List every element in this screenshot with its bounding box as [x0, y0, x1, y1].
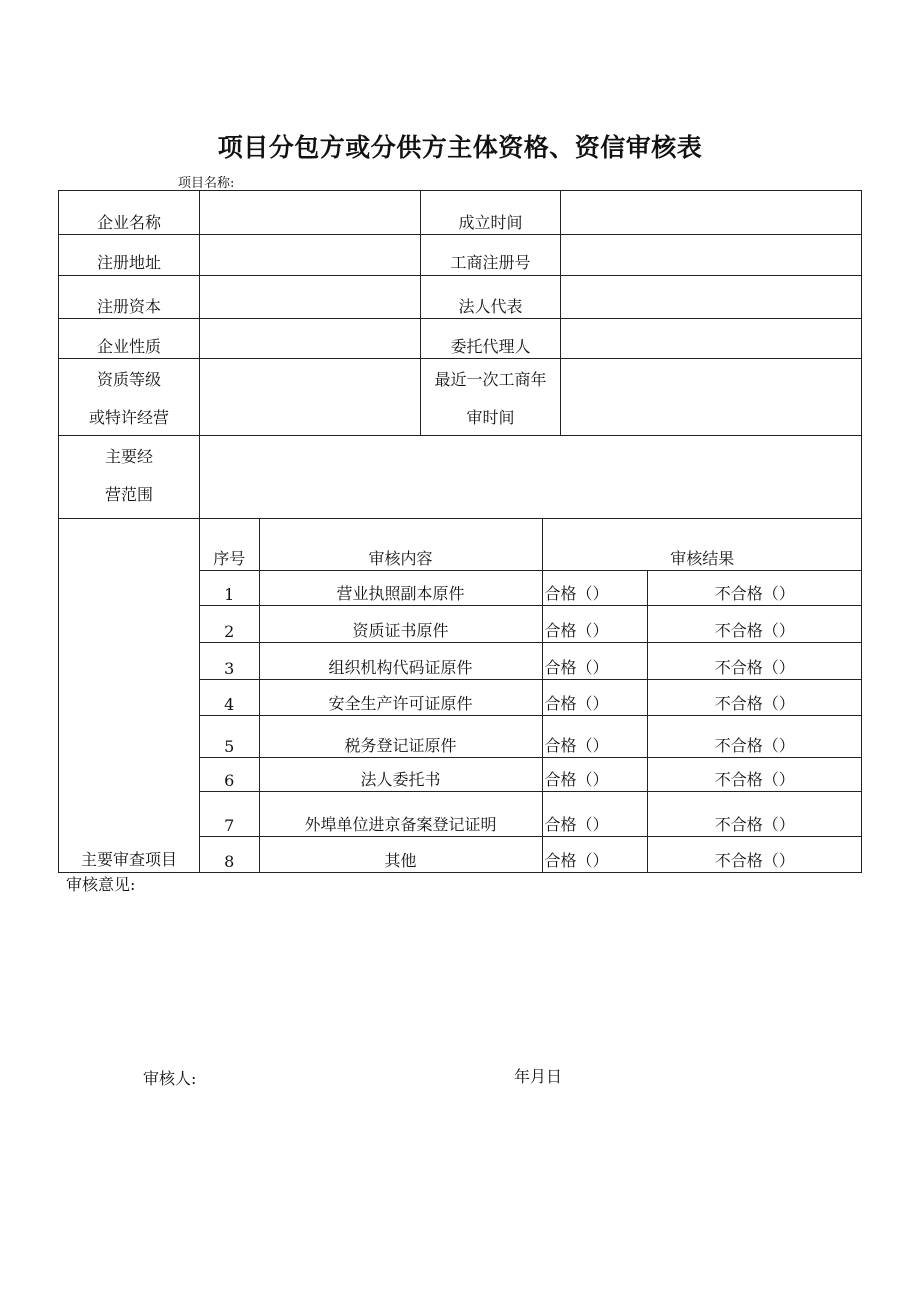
row-content: 外埠单位进京备案登记证明	[259, 791, 542, 836]
label-enterprise-type: 企业性质	[59, 319, 200, 359]
label-business-reg-no: 工商注册号	[421, 235, 561, 276]
row-content: 营业执照副本原件	[259, 570, 542, 605]
row-seq: 7	[200, 791, 259, 836]
project-name-label: 项目名称:	[178, 176, 235, 191]
header-result: 审核结果	[542, 519, 862, 570]
pass-option[interactable]: 合格（）	[542, 757, 647, 791]
table-row	[200, 757, 862, 791]
label-last-audit-time: 最近一次工商年 审时间	[421, 359, 561, 436]
pass-option[interactable]: 合格（）	[542, 642, 647, 679]
pass-option[interactable]: 合格（）	[542, 715, 647, 757]
label-legal-representative: 法人代表	[421, 276, 561, 319]
audit-form-table	[58, 190, 862, 873]
field-registered-capital[interactable]	[200, 276, 421, 319]
row-seq: 4	[200, 679, 259, 715]
fail-option[interactable]: 不合格（）	[647, 679, 862, 715]
field-established-date[interactable]	[561, 191, 862, 235]
row-content: 安全生产许可证原件	[259, 679, 542, 715]
header-seq: 序号	[200, 519, 259, 570]
field-qualification[interactable]	[200, 359, 421, 436]
field-last-audit-time[interactable]	[561, 359, 862, 436]
table-row	[200, 715, 862, 757]
page-title: 项目分包方或分供方主体资格、资信审核表	[217, 133, 703, 162]
row-content: 其他	[259, 836, 542, 872]
fail-option[interactable]: 不合格（）	[647, 836, 862, 872]
field-business-reg-no[interactable]	[561, 235, 862, 276]
table-row	[200, 791, 862, 836]
label-main-review-items: 主要审查项目	[59, 519, 200, 873]
row-seq: 5	[200, 715, 259, 757]
label-company-name: 企业名称	[59, 191, 200, 235]
row-content: 资质证书原件	[259, 605, 542, 642]
review-checklist-table	[200, 519, 862, 872]
pass-option[interactable]: 合格（）	[542, 605, 647, 642]
fail-option[interactable]: 不合格（）	[647, 605, 862, 642]
pass-option[interactable]: 合格（）	[542, 836, 647, 872]
label-registered-address: 注册地址	[59, 235, 200, 276]
table-row	[200, 570, 862, 605]
field-authorized-agent[interactable]	[561, 319, 862, 359]
row-content: 税务登记证原件	[259, 715, 542, 757]
review-opinion-label: 审核意见:	[66, 875, 136, 894]
row-seq: 8	[200, 836, 259, 872]
pass-option[interactable]: 合格（）	[542, 679, 647, 715]
table-row	[200, 605, 862, 642]
table-row	[200, 642, 862, 679]
row-seq: 1	[200, 570, 259, 605]
field-legal-representative[interactable]	[561, 276, 862, 319]
row-seq: 2	[200, 605, 259, 642]
field-enterprise-type[interactable]	[200, 319, 421, 359]
fail-option[interactable]: 不合格（）	[647, 570, 862, 605]
row-seq: 3	[200, 642, 259, 679]
review-checklist-cell	[200, 519, 862, 873]
table-row	[200, 836, 862, 872]
label-registered-capital: 注册资本	[59, 276, 200, 319]
row-content: 组织机构代码证原件	[259, 642, 542, 679]
header-content: 审核内容	[259, 519, 542, 570]
table-row	[200, 679, 862, 715]
fail-option[interactable]: 不合格（）	[647, 791, 862, 836]
field-registered-address[interactable]	[200, 235, 421, 276]
pass-option[interactable]: 合格（）	[542, 791, 647, 836]
field-business-scope[interactable]	[200, 436, 862, 519]
fail-option[interactable]: 不合格（）	[647, 757, 862, 791]
label-business-scope: 主要经 营范围	[59, 436, 200, 519]
reviewer-label: 审核人:	[143, 1069, 197, 1088]
fail-option[interactable]: 不合格（）	[647, 715, 862, 757]
pass-option[interactable]: 合格（）	[542, 570, 647, 605]
field-company-name[interactable]	[200, 191, 421, 235]
label-authorized-agent: 委托代理人	[421, 319, 561, 359]
label-qualification: 资质等级 或特许经营	[59, 359, 200, 436]
row-seq: 6	[200, 757, 259, 791]
row-content: 法人委托书	[259, 757, 542, 791]
date-label: 年月日	[514, 1067, 563, 1086]
fail-option[interactable]: 不合格（）	[647, 642, 862, 679]
label-established-date: 成立时间	[421, 191, 561, 235]
